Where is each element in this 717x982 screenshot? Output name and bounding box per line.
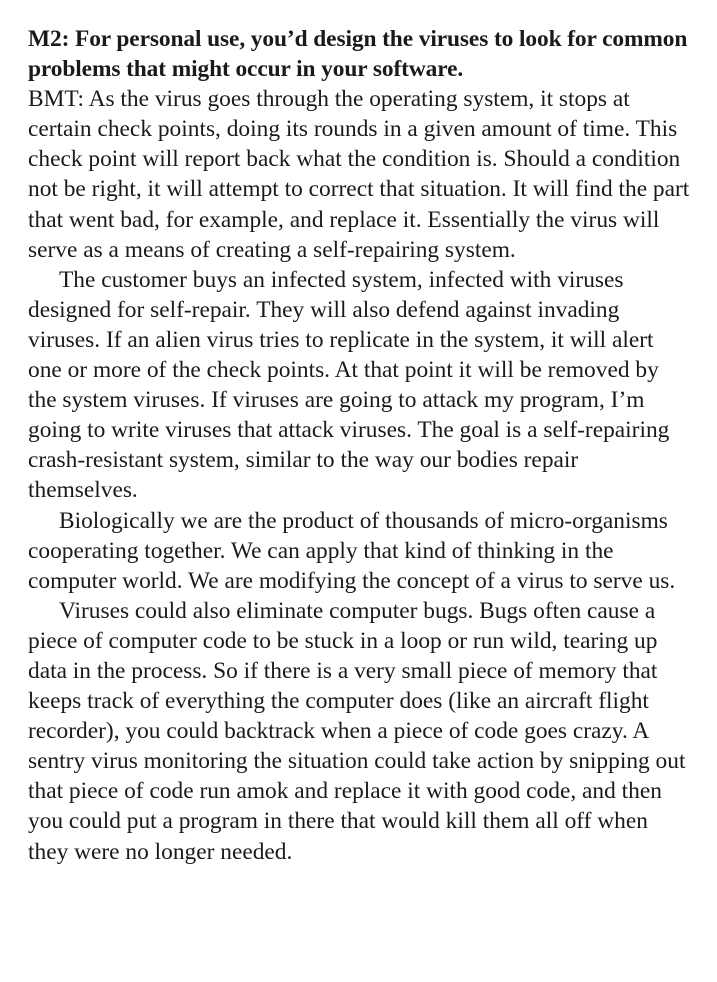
body-paragraph: Biologically we are the product of thousands of micro-organisms cooperating together. We can apply that kind of thinking in the computer world. We are modifying the concept of a virus to serve us. [28,507,676,594]
interview-question: M2: For personal use, you’d design the viruses to look for common problems that might occur in your software. [28,26,688,83]
body-paragraph: Viruses could also eliminate computer bugs. Bugs often cause a piece of computer code to be stuck in a loop or run wild, tearing up data in the process. So if there is a very small piece of memory that keeps track of everything the computer does (like an aircraft flight recorder), you could backtrack when a piece of code goes crazy. A sentry virus monitoring the situation could take action by snipping out that piece of code run amok and replace it with good code, and then you could put a program in there that would kill them all off when they were no longer needed. [28,597,686,865]
body-paragraph: The customer buys an infected system, infected with viruses designed for self-repair. They will also defend against invading viruses. If an alien virus tries to replicate in the system, it will alert one or more of the check points. At that point it will be removed by the system viruses. If viruses are going to attack my program, I’m going to write viruses that attack viruses. The goal is a self-repairing crash-resistant system, similar to the way our bodies repair themselves. [28,266,670,504]
document-page [28,24,690,867]
answer-paragraph: BMT: As the virus goes through the operating system, it stops at certain check points, doing its rounds in a given amount of time. This check point will report back what the condition is. Should a condition not be right, it will attempt to correct that situation. It will find the part that went bad, for example, and replace it. Essentially the virus will serve as a means of creating a self-repairing system. [28,86,690,263]
